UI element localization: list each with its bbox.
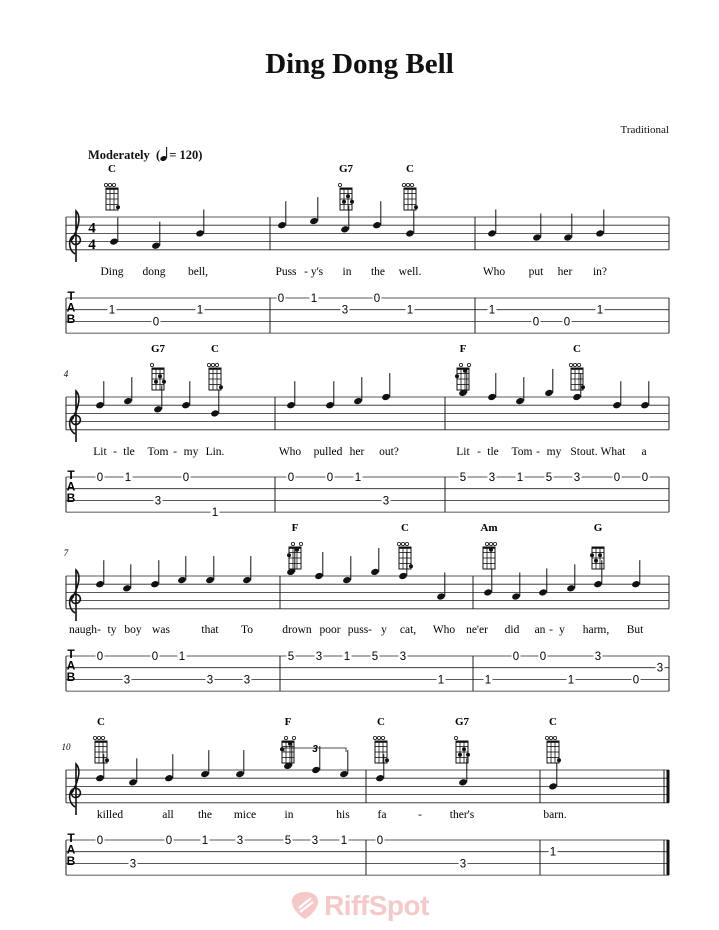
open-string-marker [338,183,341,186]
tab-fret-number: 1 [178,651,186,663]
finger-dot [462,747,466,751]
song-title: Ding Dong Bell [265,48,454,80]
treble-clef-icon [70,211,81,262]
tab-fret-number: 1 [488,304,496,317]
treble-clef-icon [70,764,81,815]
lyric-syllable: But [626,624,644,636]
lyric-syllable: naugh [68,624,98,636]
tempo-bpm: = 120 [169,148,199,162]
finger-dot [594,559,598,563]
tab-fret-number: 3 [399,651,407,663]
finger-dot [154,380,158,384]
finger-dot [219,385,223,389]
chord-name: G [593,522,603,534]
lyric-syllable: mice [233,809,257,821]
chord-name: C [549,716,557,728]
open-string-marker [406,183,409,186]
tab-fret-number: 3 [488,472,496,484]
lyric-syllable: - [113,446,117,458]
lyric-syllable: my [546,446,562,458]
tab-clef-letter: A [66,300,76,315]
open-string-marker [397,542,400,545]
tab-fret-number: 3 [311,835,319,847]
tab-fret-number: 3 [123,674,131,687]
tab-fret-number: 1 [567,674,575,687]
lyric-syllable: - [536,446,540,458]
tab-fret-number: 0 [152,316,160,329]
tab-fret-number: 1 [484,674,492,687]
finger-dot [590,553,594,557]
chord-name: G7 [338,163,354,175]
open-string-marker [299,542,302,545]
tab-fret-number: 1 [124,472,132,484]
lyric-syllable: an [534,624,546,636]
open-string-marker [108,183,111,186]
tuplet-number: 3 [312,744,318,755]
lyric-syllable: Stout. [570,446,598,458]
tab-fret-number: 1 [437,674,445,687]
ukulele-chord-diagram [402,183,418,210]
ukulele-chord-diagram [280,736,296,763]
finger-dot [346,194,350,198]
lyric-syllable: - [418,809,422,821]
lyric-syllable: - [97,624,101,636]
chord-name: C [573,343,581,355]
lyric-syllable: dong [142,266,166,278]
open-string-marker [545,736,548,739]
tab-fret-number: 0 [632,674,640,687]
tab-final-barline-thick [667,840,670,875]
open-string-marker [493,542,496,545]
composer-credit: Traditional [620,124,669,136]
tab-fret-number: 1 [354,472,362,484]
tab-fret-number: 0 [96,835,104,847]
tab-fret-number: 0 [512,651,520,663]
ukulele-chord-diagram [104,183,120,210]
lyric-syllable: Tom [147,446,169,458]
lyric-syllable: boy [124,624,142,636]
open-string-marker [112,183,115,186]
tab-fret-number: 3 [341,304,349,317]
tab-fret-number: 5 [284,835,292,847]
finger-dot [287,553,291,557]
time-signature-top: 4 [88,220,96,237]
chord-name: C [401,522,409,534]
lyric-syllable: the [197,809,213,821]
tab-clef-letter: T [67,647,75,661]
open-string-marker [211,363,214,366]
finger-dot [295,548,299,552]
chord-name: C [377,716,385,728]
music-system [66,163,669,333]
open-string-marker [553,736,556,739]
lyric-syllable: harm, [582,624,610,636]
lyric-syllable: Lit [93,446,107,458]
lyric-syllable: all [162,809,174,821]
lyric-syllable: his [336,809,350,821]
chord-name: F [459,343,467,355]
ukulele-chord-diagram [454,736,470,763]
lyric-syllable: y [559,624,565,636]
tab-fret-number: 3 [315,651,323,663]
tab-fret-number: 1 [211,507,219,520]
tab-fret-number: 0 [96,472,104,484]
lyric-syllable: puss [347,624,369,636]
tab-fret-number: 0 [532,316,540,329]
tab-fret-number: 0 [539,651,547,663]
guitar-pick-icon [290,890,320,920]
tempo-text: Moderately [88,148,150,162]
lyric-syllable: To [241,624,253,636]
lyric-syllable: the [370,266,386,278]
ukulele-chord-diagram [373,736,389,763]
open-string-marker [101,736,104,739]
tab-fret-number: 3 [236,835,244,847]
tab-clef-letter: A [66,658,76,673]
tab-fret-number: 0 [563,316,571,329]
lyric-syllable: - [304,266,308,278]
open-string-marker [377,736,380,739]
tab-fret-number: 3 [129,858,137,871]
finger-dot [158,374,162,378]
tab-fret-number: 1 [516,472,524,484]
tab-clef-letter: B [66,491,76,505]
chord-name: C [406,163,414,175]
tab-fret-number: 0 [287,472,295,484]
open-string-marker [284,736,287,739]
chord-name: C [211,343,219,355]
ukulele-chord-diagram [569,363,585,390]
watermark-text: RiffSpot [324,890,429,921]
open-string-marker [459,363,462,366]
lyric-syllable: fa [377,809,387,821]
lyric-syllable: my [183,446,199,458]
open-string-marker [573,363,576,366]
lyric-syllable: barn. [543,809,567,821]
tab-clef-letter: A [66,479,76,494]
lyric-syllable: her [349,446,365,458]
open-string-marker [577,363,580,366]
open-string-marker [373,736,376,739]
music-system [62,716,670,875]
open-string-marker [569,363,572,366]
tab-fret-number: 0 [96,651,104,663]
lyric-syllable: tle [123,446,135,458]
open-string-marker [489,542,492,545]
tab-clef-letter: B [66,670,76,684]
lyric-syllable: cat, [399,624,417,636]
open-string-marker [401,542,404,545]
lyric-syllable: a [641,446,647,458]
final-barline-thick [667,770,670,803]
lyric-syllable: Who [432,624,456,636]
ukulele-chord-diagram [397,542,413,569]
tempo-marking: Moderately ( = 120) [88,148,203,162]
chord-name: G7 [454,716,470,728]
lyric-syllable: y [381,624,387,636]
lyric-syllable: out? [379,446,399,458]
treble-clef-icon [70,391,81,442]
open-string-marker [104,183,107,186]
tab-fret-number: 1 [596,304,604,317]
measure-number: 10 [61,742,71,752]
music-system [64,343,669,519]
open-string-marker [215,363,218,366]
tab-fret-number: 3 [243,674,251,687]
finger-dot [350,200,354,204]
finger-dot [466,753,470,757]
tab-fret-number: 3 [573,472,581,484]
tab-fret-number: 1 [108,304,116,317]
lyric-syllable: well. [398,266,422,278]
lyric-syllable: - [173,446,177,458]
ukulele-chord-diagram [483,542,497,569]
tab-fret-number: 1 [406,304,414,317]
tab-fret-number: 1 [549,846,557,859]
tab-clef-letter: A [66,842,76,857]
open-string-marker [292,736,295,739]
finger-dot [342,200,346,204]
open-string-marker [549,736,552,739]
finger-dot [105,758,109,762]
ukulele-chord-diagram [150,363,166,390]
tab-fret-number: 1 [343,651,351,663]
lyric-syllable: Who [278,446,302,458]
finger-dot [280,747,284,751]
lyric-syllable: y's [310,266,324,278]
treble-clef-icon [70,570,81,621]
tab-fret-number: 5 [371,651,379,663]
open-string-marker [381,736,384,739]
tab-fret-number: 0 [373,293,381,305]
finger-dot [581,385,585,389]
open-string-marker [485,542,488,545]
open-string-marker [93,736,96,739]
chord-name: F [291,522,299,534]
tab-fret-number: 0 [151,651,159,663]
lyric-syllable: Lit [456,446,470,458]
lyric-syllable: her [557,266,573,278]
lyric-syllable: Tom [511,446,533,458]
finger-dot [458,753,462,757]
open-string-marker [97,736,100,739]
tab-clef-letter: T [67,289,75,303]
lyric-syllable: in [284,809,294,821]
lyric-syllable: - [549,624,553,636]
lyric-syllable: pulled [313,446,343,458]
lyric-syllable: drown [282,624,312,636]
chord-name: G7 [150,343,166,355]
tab-fret-number: 5 [545,472,553,484]
open-string-marker [207,363,210,366]
tab-fret-number: 0 [613,472,621,484]
tab-clef-letter: T [67,831,75,845]
tab-fret-number: 3 [154,495,162,508]
finger-dot [162,380,166,384]
chord-name: F [284,716,292,728]
lyric-syllable: did [504,624,520,636]
lyric-syllable: was [152,624,170,636]
tab-fret-number: 0 [326,472,334,484]
lyric-syllable: What [600,446,626,458]
tab-fret-number: 0 [641,472,649,484]
open-string-marker [291,542,294,545]
music-system [64,522,669,691]
finger-dot [414,205,418,209]
tab-fret-number: 3 [594,651,602,663]
finger-dot [598,553,602,557]
lyric-syllable: - [477,446,481,458]
ukulele-chord-diagram [545,736,561,763]
tab-fret-number: 5 [287,651,295,663]
lyric-syllable: that [201,624,219,636]
lyric-syllable: put [528,266,544,278]
measure-number: 4 [63,369,69,379]
tab-fret-number: 0 [277,293,285,305]
lyric-syllable: Puss [275,266,297,278]
open-string-marker [150,363,153,366]
ukulele-chord-diagram [207,363,223,390]
open-string-marker [467,363,470,366]
lyric-syllable: ther's [449,809,475,821]
ukulele-chord-diagram [338,183,354,210]
lyric-syllable: in [342,266,352,278]
lyric-syllable: bell, [187,266,209,278]
time-signature-bottom: 4 [88,236,96,253]
tab-fret-number: 1 [310,293,318,305]
tab-fret-number: 1 [340,835,348,847]
chord-name: C [97,716,105,728]
tab-fret-number: 0 [182,472,190,484]
lyric-syllable: in? [592,266,608,278]
lyric-syllable: poor [319,624,341,636]
tab-fret-number: 1 [196,304,204,317]
tab-fret-number: 0 [376,835,384,847]
lyric-syllable: killed [96,809,124,821]
finger-dot [489,548,493,552]
tab-fret-number: 1 [201,835,209,847]
finger-dot [409,564,413,568]
tab-clef-letter: B [66,312,76,326]
lyric-syllable: Who [482,266,506,278]
chord-name: Am [480,522,498,534]
tab-fret-number: 3 [459,858,467,871]
chord-name: C [108,163,116,175]
ukulele-chord-diagram [455,363,471,390]
tab-fret-number: 3 [656,662,664,675]
tab-clef-letter: T [67,468,75,482]
lyric-syllable: - [368,624,372,636]
finger-dot [455,374,459,378]
finger-dot [385,758,389,762]
open-string-marker [454,736,457,739]
lyric-syllable: tle [487,446,499,458]
lyric-syllable: ty [107,624,117,636]
tab-fret-number: 3 [382,495,390,508]
watermark [0,890,719,922]
finger-dot [116,205,120,209]
measure-number: 7 [63,548,69,558]
open-string-marker [405,542,408,545]
open-string-marker [410,183,413,186]
lyric-syllable: ne'er [466,624,488,636]
finger-dot [557,758,561,762]
tab-fret-number: 3 [206,674,214,687]
tab-clef-letter: B [66,854,76,868]
lyric-syllable: Lin. [205,446,225,458]
tab-fret-number: 0 [165,835,173,847]
open-string-marker [402,183,405,186]
ukulele-chord-diagram [93,736,109,763]
tab-fret-number: 5 [459,472,467,484]
lyric-syllable: Ding [100,266,124,278]
